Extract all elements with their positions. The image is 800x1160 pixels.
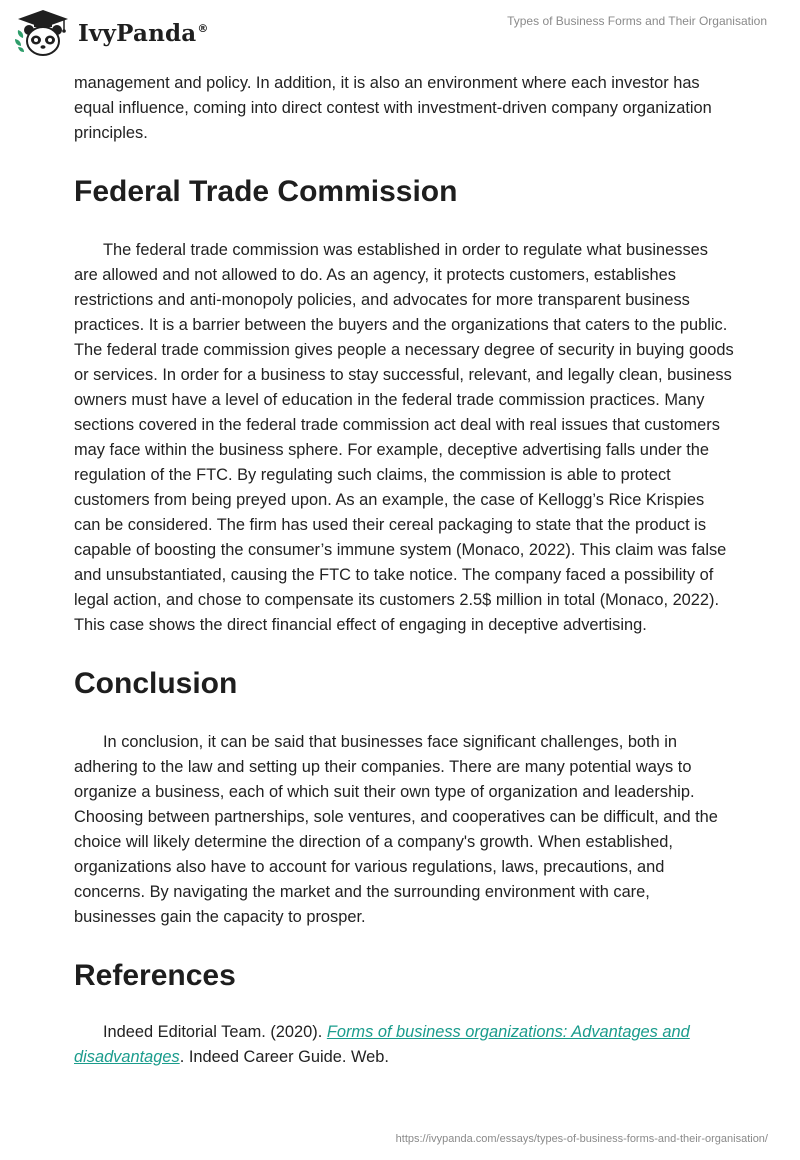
section-heading-ftc: Federal Trade Commission [74, 175, 458, 208]
reference-prefix: Indeed Editorial Team. (2020). [103, 1023, 327, 1041]
ftc-paragraph: The federal trade commission was established in order to regulate what businesses are allowed and not allowed to do. As an agency, it protects customers, establishes restrictions and anti-monopoly policies, and advocates for more transparent business practices. It is a barrier between the buyers and the organizations that caters to the public. The federal trade commission gives people a necessary degree of security in buying goods or services. In order for a business to stay successful, relevant, and legally clean, business owners must have a level of education in the federal trade commission practices. Many sections covered in the federal trade commission act deal with real issues that customers may face within the business sphere. For example, deceptive advertising falls under the regulation of the FTC. By regulating such claims, the commission is able to protect customers from being preyed upon. As an example, the case of Kellogg’s Rice Krispies can be considered. The firm has used their cereal packaging to state that the product is capable of boosting the consumer’s immune system (Monaco, 2022). This claim was false and unsubstantiated, causing the FTC to take notice. The company faced a possibility of legal action, and chose to compensate its customers 2.5$ million in total (Monaco, 2022). This case shows the direct financial effect of engaging in deceptive advertising. [74, 241, 734, 634]
conclusion-paragraph: In conclusion, it can be said that businesses face significant challenges, both in adhering to the law and setting up their companies. There are many potential ways to organize a business, each of which suit their own type of organization and leadership. Choosing between partnerships, sole ventures, and cooperatives can be difficult, and the choice will likely determine the direction of a company's growth. When established, organizations also have to account for various regulations, laws, precautions, and concerns. By navigating the market and the surrounding environment with care, businesses gain the capacity to prosper. [74, 733, 718, 926]
document-title: Types of Business Forms and Their Organisation [507, 14, 767, 28]
reference-suffix: . Indeed Career Guide. Web. [179, 1048, 389, 1066]
footer-url[interactable]: https://ivypanda.com/essays/types-of-business-forms-and-their-organisation/ [395, 1133, 768, 1145]
reference-link[interactable]: Forms of business organizations: Advantages and disadvantages [74, 1023, 690, 1066]
brand-name: IvyPanda® [78, 19, 209, 47]
reference-item [74, 1020, 734, 1070]
panda-icon [14, 8, 72, 58]
intro-paragraph: management and policy. In addition, it is also an environment where each investor has equal influence, coming into direct contest with investment-driven company organization principles. [74, 74, 712, 142]
section-heading-references: References [74, 959, 236, 992]
essay-content [74, 71, 734, 1070]
ivypanda-logo[interactable] [14, 8, 209, 58]
page-header [0, 0, 800, 70]
section-heading-conclusion: Conclusion [74, 667, 238, 700]
